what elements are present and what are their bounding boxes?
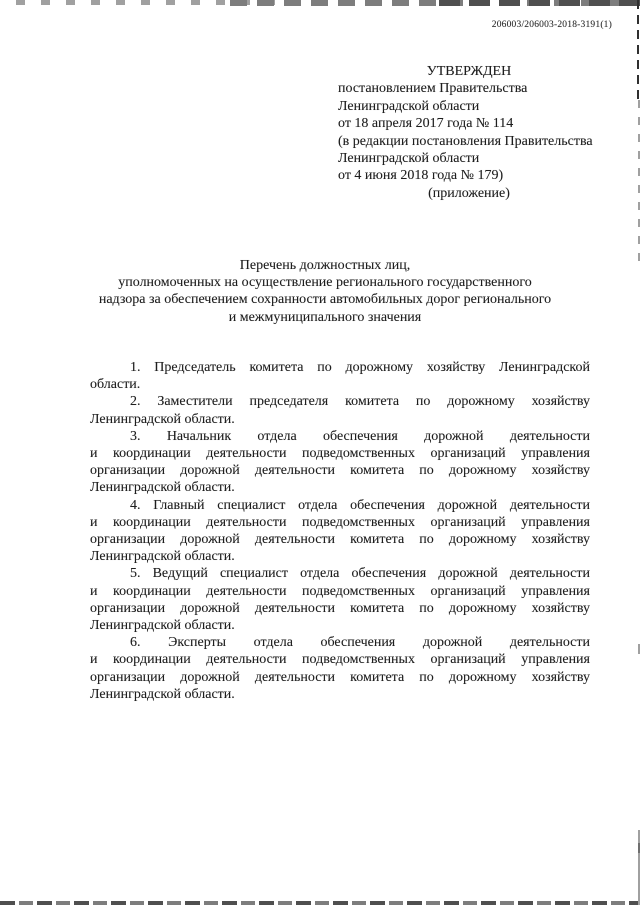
list-item-line: организации дорожной деятельности комитета по дорожному хозяйству xyxy=(90,463,590,479)
list-item-line: и координации деятельности подведомственных организаций управления xyxy=(90,652,590,668)
title-line: уполномоченных на осуществление регионального государственного xyxy=(118,275,532,291)
list-item-line: Ленинградской области. xyxy=(90,549,235,565)
list-item-line: Ленинградской области. xyxy=(90,618,235,634)
list-item-3 xyxy=(90,428,590,497)
officials-list xyxy=(90,359,590,703)
list-item-line: организации дорожной деятельности комитета по дорожному хозяйству xyxy=(90,532,590,548)
list-item-line: 2. Заместители председателя комитета по дорожному хозяйству xyxy=(130,394,590,410)
title-line: Перечень должностных лиц, xyxy=(239,258,411,273)
list-item-line: и координации деятельности подведомственных организаций управления xyxy=(90,583,590,599)
list-item-line: 3. Начальник отдела обеспечения дорожной деятельности xyxy=(130,428,590,444)
list-item-1 xyxy=(90,359,590,393)
scan-mark-right-top-dashes xyxy=(637,0,639,100)
list-item-line: организации дорожной деятельности комитета по дорожному хозяйству xyxy=(90,669,590,685)
scan-barcode-bottom-fragment xyxy=(0,901,640,905)
approval-line: Ленинградской области xyxy=(338,151,480,167)
approval-line: Ленинградской области xyxy=(338,98,480,114)
list-item-4 xyxy=(90,497,590,566)
doc-registration-number: 206003/206003-2018-3191(1) xyxy=(491,20,612,30)
document-title xyxy=(63,257,587,326)
approval-appendix-label: (приложение) xyxy=(428,185,510,201)
list-item-line: области. xyxy=(90,377,141,393)
title-line: надзора за обеспечением сохранности автомобильных дорог регионального xyxy=(98,292,552,308)
list-item-line: 4. Главный специалист отдела обеспечения дорожной деятельности xyxy=(130,497,590,513)
scan-mark-right-mid-dashes xyxy=(638,100,640,262)
list-item-2 xyxy=(90,393,590,427)
approval-line: от 4 июня 2018 года № 179) xyxy=(338,168,504,184)
list-item-line: Ленинградской области. xyxy=(90,686,235,702)
list-item-line: 5. Ведущий специалист отдела обеспечения дорожной деятельности xyxy=(130,566,590,582)
list-item-line: и координации деятельности подведомственных организаций управления xyxy=(90,446,590,462)
approval-approved-label: УТВЕРЖДЕН xyxy=(426,64,512,79)
approval-line: от 18 апреля 2017 года № 114 xyxy=(338,116,514,132)
list-item-5 xyxy=(90,565,590,634)
list-item-line: и координации деятельности подведомственных организаций управления xyxy=(90,514,590,530)
list-item-line: Ленинградской области. xyxy=(90,480,235,496)
list-item-line: 1. Председатель комитета по дорожному хозяйству Ленинградской xyxy=(130,360,590,375)
approval-block xyxy=(338,63,600,202)
list-item-line: организации дорожной деятельности комитета по дорожному хозяйству xyxy=(90,600,590,616)
title-line: и межмуниципального значения xyxy=(228,309,422,325)
approval-line: (в редакции постановления Правительства xyxy=(338,133,593,149)
scan-barcode-top-right-dark-fragment xyxy=(430,0,640,6)
list-item-6 xyxy=(90,634,590,703)
list-item-line: 6. Эксперты отдела обеспечения дорожной деятельности xyxy=(130,635,590,651)
list-item-line: Ленинградской области. xyxy=(90,411,235,427)
approval-line: постановлением Правительства xyxy=(338,81,528,97)
